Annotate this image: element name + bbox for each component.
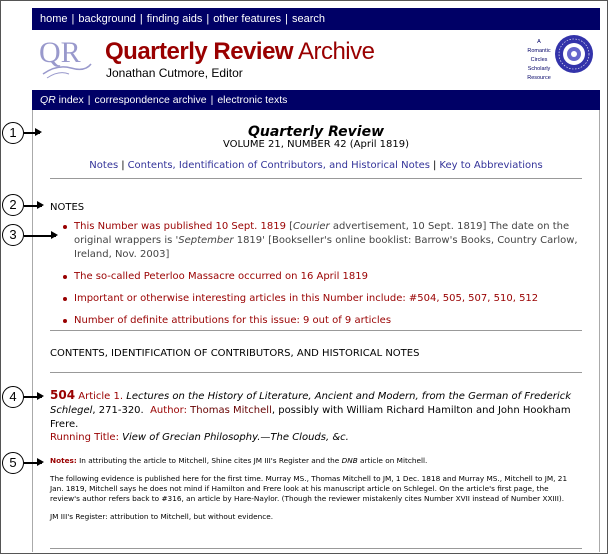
callout-3: 3 (2, 224, 24, 246)
callout-2-arrow (24, 205, 42, 207)
nav-other-features-link[interactable]: other features (213, 13, 282, 25)
romantic-circles-logo-icon[interactable] (554, 34, 594, 74)
running-title-label: Running Title: (50, 432, 119, 443)
callout-4-arrow (24, 396, 42, 398)
callout-2: 2 (2, 194, 24, 216)
qr-logo-text: QR (39, 36, 81, 69)
author-label: Author: (150, 405, 187, 416)
nav-finding-aids-link[interactable]: finding aids (146, 13, 203, 25)
notes-register: JM III's Register: attribution to Mitchell, but without evidence. (50, 512, 274, 521)
note-item-important-articles: Important or otherwise interesting articles in this Number include: #504, 505, 507, 510, 512 (50, 292, 580, 306)
divider (50, 548, 582, 549)
volume-info: VOLUME 21, NUMBER 42 (April 1819) (222, 139, 410, 150)
site-title-main: Quarterly Review (105, 38, 294, 65)
running-title-text: View of Grecian Philosophy.—The Clouds, &c. (122, 432, 349, 443)
nav-home-link[interactable]: home (40, 13, 68, 25)
article-notes: Notes: In attributing the article to Mitchell, Shine cites JM III's Register and the DNB article on Mitchell. The following evidence is published here for the first time. Murray MS., Thomas Mitchell to JM, 1 Dec. 1818 and Murray MS., Mitchell to JM, 21 Jan. 1819, Mitchell says he does not mind if Hamilton and Frere look at his manuscript article on Schlegel. On the article's first page, the review's author refers back to #316, an article by Hare-Naylor. (Though the reviewer mistakenly cites Number XVII instead of Number XXIII). JM III's Register: attribution to Mitchell, but without evidence. (50, 456, 578, 530)
nav-background-link[interactable]: background (78, 13, 136, 25)
divider (50, 178, 582, 179)
site-header (32, 30, 600, 88)
callout-1: 1 (2, 122, 24, 144)
notes-evidence: The following evidence is published here for the first time. Murray MS., Thomas Mitchell to JM, 1 Dec. 1818 and Murray MS., Mitchell to JM, 21 Jan. 1819, Mitchell says he does not mind if Hamilton and Frere look at his manuscript article on Schlegel. On the article's first page, the review's author refers back to #316, an article by Hare-Naylor. (Though the reviewer mistakenly cites Number XVII instead of Number XXIII). (50, 474, 568, 503)
electronic-texts-link[interactable]: electronic texts (217, 94, 288, 106)
callout-5-arrow (24, 462, 42, 464)
top-nav: home | background | finding aids | other features | search (32, 8, 600, 30)
notes-list (50, 220, 580, 336)
sub-nav: QR index | correspondence archive | electronic texts (32, 90, 600, 110)
editor-name: Jonathan Cutmore, Editor (106, 66, 243, 80)
toc-contents-link[interactable]: Contents, Identification of Contributors, and Historical Notes (127, 160, 431, 171)
note-item-attributions: Number of definite attributions for this issue: 9 out of 9 articles (50, 314, 580, 328)
toc-abbreviations-link[interactable]: Key to Abbreviations (439, 160, 543, 171)
qr-logo[interactable] (37, 34, 93, 82)
site-title[interactable] (105, 38, 374, 66)
running-title (50, 432, 580, 443)
divider (50, 330, 582, 331)
site-title-archive: Archive (297, 38, 375, 65)
callout-4: 4 (2, 386, 24, 408)
qr-index-link[interactable]: QR index (40, 94, 84, 106)
notes-label: Notes: (50, 456, 77, 465)
toc-links: Notes | Contents, Identification of Contributors, and Historical Notes | Key to Abbreviations (89, 160, 543, 171)
correspondence-archive-link[interactable]: correspondence archive (94, 94, 207, 106)
article-number: 504 (50, 388, 76, 402)
contents-heading: CONTENTS, IDENTIFICATION OF CONTRIBUTORS, AND HISTORICAL NOTES (50, 348, 420, 359)
note-item-peterloo: The so-called Peterloo Massacre occurred on 16 April 1819 (50, 270, 580, 284)
nav-search-link[interactable]: search (292, 13, 326, 25)
divider (50, 372, 582, 373)
note-item-publication: This Number was published 10 Sept. 1819 [Courier advertisement, 10 Sept. 1819] The date on the original wrappers is 'September 1819' [Bookseller's online booklist: Barrow's Books, Country Carlow, Ireland, Nov. 2003] (50, 220, 580, 262)
rc-badge-text: A Romantic Circles Scholarly Resource (527, 39, 551, 81)
author-name: Thomas Mitchell (190, 405, 272, 416)
article-label: Article 1. (78, 391, 124, 402)
article-title: Lectures on the History of Literature, Ancient and Modern, from the German of Frederick Schlegel (50, 391, 571, 416)
toc-notes-link[interactable]: Notes (89, 160, 119, 171)
article-entry: 504 Article 1. Lectures on the History of Literature, Ancient and Modern, from the German of Frederick Schlegel, 271-320. Author: Thomas Mitchell, possibly with William Richard Hamilton and John Hookham Frere. (50, 388, 571, 430)
notes-heading: NOTES (50, 202, 85, 213)
callout-5: 5 (2, 452, 24, 474)
journal-title: Quarterly Review (247, 124, 385, 140)
